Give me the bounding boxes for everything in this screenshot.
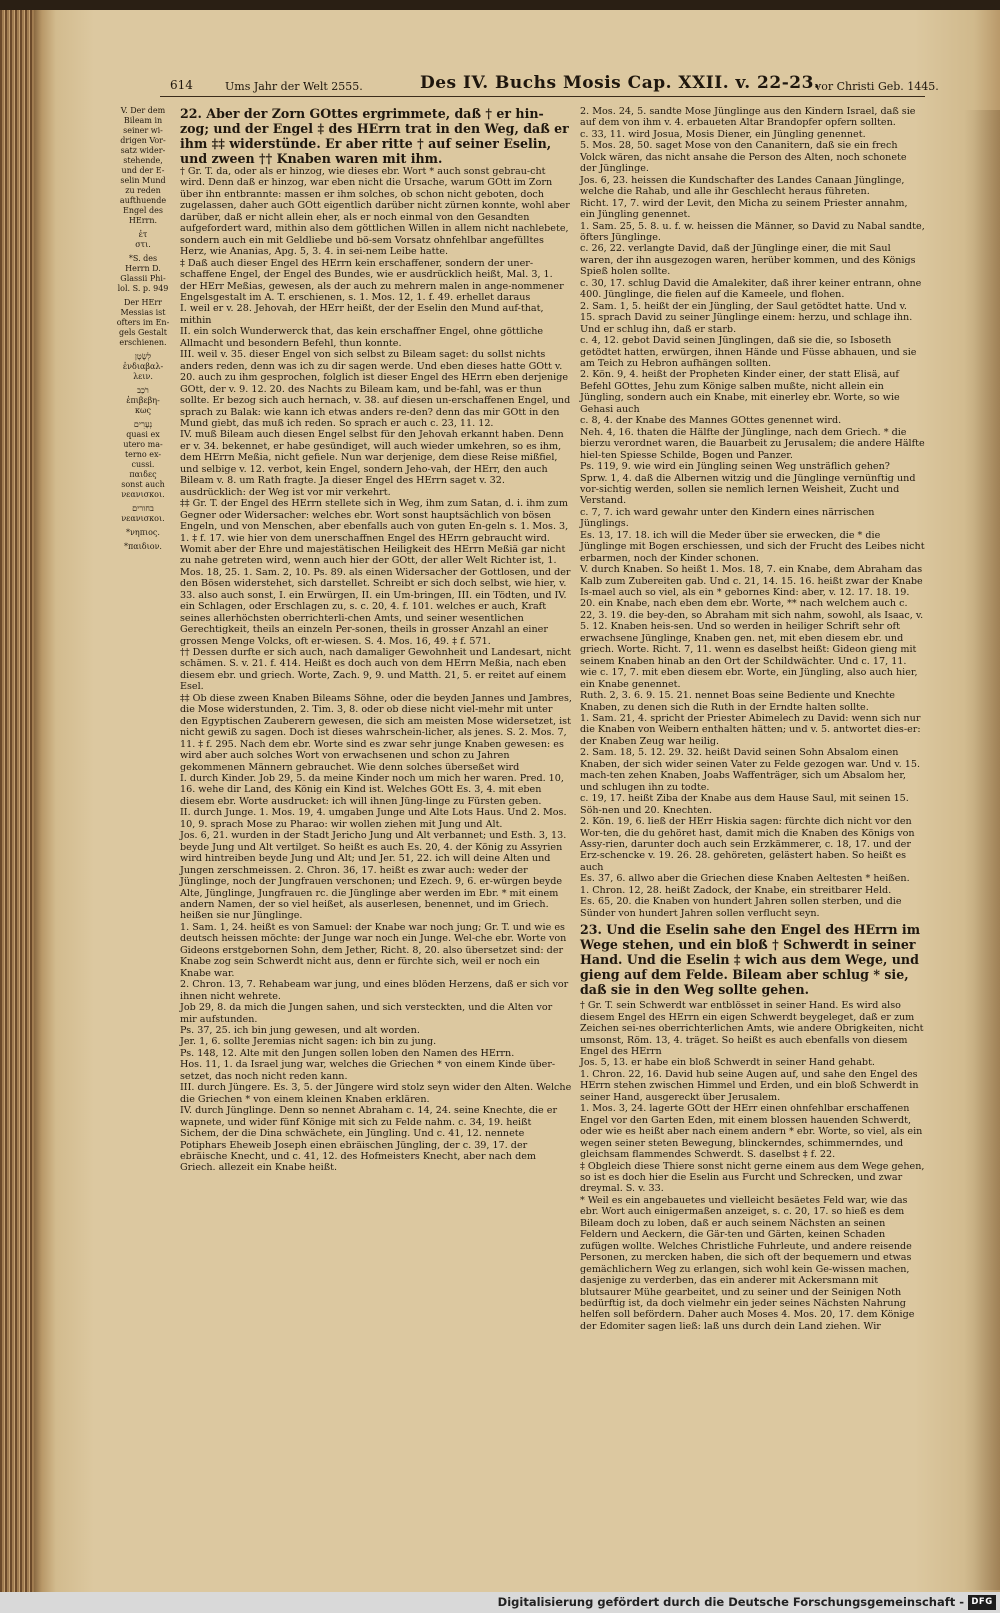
commentary-paragraph: III. weil v. 35. dieser Engel von sich selbst zu Bileam saget: du sollst nichts anders reden, denn was ich zu dir sagen werde. Und eben dieses hatte GOtt v. 20. auch zu ihm gesprochen, folglich ist dieser Engel des HErrn eben derjenige GOtt, der v. 9. 12. 20. des Nachts zu Bileam kam, und be-fahl, was er thun sollte. Er bezog sich auch hernach, v. 38. auf diesen un-erschaffenen Engel, und sprach zu Balak: wie kann ich etwas anders re-den? denn das mir GOtt in den Mund giebt, das muß ich reden. So sprach er auch c. 23, 11. 12. xyxy=(180,349,571,429)
commentary-paragraph: c. 4, 12. gebot David seinen Jünglingen, daß sie die, so Isboseth getödtet hatten, erwürgen, ihnen Hände und Füsse abhauen, und sie am Teich zu Hebron aufhängen sollten. xyxy=(580,335,917,369)
verse-22: 22. Aber der Zorn GOttes ergrimmete, daß † er hin-zog; und der Engel ‡ des HErrn trat in den Weg, daß er ihm ‡‡ widerstünde. Er aber ritte † auf seiner Eselin, und zween †† Knaben waren mit ihm. xyxy=(180,106,569,166)
commentary-paragraph: Ps. 37, 25. ich bin jung gewesen, und alt worden. xyxy=(180,1024,420,1036)
commentary-paragraph: Es. 13, 17. 18. ich will die Meder über sie erwecken, die * die Jünglinge mit Bogen erschiessen, und sich der Frucht des Leibes nicht erbarmen, noch der Kinder schonen. xyxy=(580,529,925,564)
running-head-title: Des IV. Buchs Mosis Cap. XXII. v. 22-23. xyxy=(420,73,821,93)
commentary-paragraph: c. 8, 4. der Knabe des Mannes GOttes genennet wird. xyxy=(580,415,842,427)
commentary-paragraph: 2. Chron. 13, 7. Rehabeam war jung, und eines blöden Herzens, daß er sich vor ihnen nicht wehrete. xyxy=(180,979,569,1002)
margin-note: *παιδιον. xyxy=(124,542,162,551)
header-rule xyxy=(160,96,925,97)
commentary-paragraph: * Weil es ein angebauetes und vielleicht besäetes Feld war, wie das ebr. Wort auch einigermaßen anzeiget, s. c. 20, 17. so hieß es dem Bileam doch zu loben, daß er auch seinem Nächsten an seinen Feldern und Aeckern, die Gär-ten und Gärten, keinen Schaden zufügen wollte. Welches Christliche Fuhrleute, und andere reisende Personen, zu mercken haben, die sich oft der bequemern und etwas gemächlichern Weg zu erlangen, sich wohl kein Ge-wissen machen, dasjenige zu verderben, das ein anderer mit Ackersmann mit blutsaurer Mühe gearbeitet, und zu seiner und der Seinigen Noth bedürftig ist, da doch vielmehr ein jeder seines Nächsten Nahrung helfen soll befördern. Daher auch Moses 4. Mos. 20, 17. dem Könige der Edomiter sagen ließ: laß uns durch dein Land ziehen. Wir xyxy=(580,1194,915,1332)
commentary-paragraph: 2. Mos. 24, 5. sandte Mose Jünglinge aus den Kindern Israel, daß sie auf dem von ihm v. 4. erbaueten Altar Brandopfer opfern sollten. xyxy=(580,106,916,129)
commentary-paragraph: Jos. 6, 21. wurden in der Stadt Jericho Jung und Alt verbannet; und Esth. 3, 13. beyde Jung und Alt vertilget. So heißt es auch Es. 20, 4. der König zu Assyrien wird hintreiben beyde Jung und Alt; und Jer. 51, 22. ich will deine Alten und Jungen zerschmeissen. 2. Chron. 36, 17. heißt es zwar auch: weder der Jünglinge, noch der Jungfrauen verschonen; und Ezech. 9, 6. er-würgen beyde Alte, Jünglinge, Jungfrauen rc. die Jünglinge aber werden im Ebr. * mit einem andern Namen, der so viel heißet, als auserlesen, benennet, und im Griech. heißen sie nur Jünglinge. xyxy=(180,830,567,922)
commentary-paragraph: 2. Kön. 19, 6. ließ der HErr Hiskia sagen: fürchte dich nicht vor den Wor-ten, die du gehöret hast, damit mich die Knaben des Königs von Assy-rien, darunter doch auch sein Erzkämmerer, c. 18, 17. und der Erz-schencke v. 19. 26. 28. gehöreten, gelästert haben. So heißt es auch xyxy=(580,816,915,873)
left-commentary xyxy=(180,166,572,1174)
right-commentary-verse-23 xyxy=(580,1000,925,1332)
margin-note: בחורים νεανισκοι. xyxy=(121,504,165,523)
margin-notes xyxy=(112,106,174,556)
commentary-paragraph: 1. Sam. 25, 5. 8. u. f. w. heissen die Männer, so David zu Nabal sandte, öfters Jünglinge. xyxy=(580,220,925,243)
commentary-paragraph: Richt. 17, 7. wird der Levit, den Micha zu seinem Priester annahm, ein Jüngling genennet. xyxy=(580,197,908,221)
commentary-paragraph: c. 19, 17. heißt Ziba der Knabe aus dem Hause Saul, mit seinen 15. Söh-nen und 20. Knechten. xyxy=(580,793,909,816)
commentary-paragraph: Job 29, 8. da mich die Jungen sahen, und sich versteckten, und die Alten vor mir aufstunden. xyxy=(180,1002,553,1025)
margin-note: לְשָׂטָן ἐνδιαβαλ- λειν. xyxy=(122,352,164,381)
footer-credit: Digitalisierung gefördert durch die Deutsche Forschungsgemeinschaft - xyxy=(497,1595,964,1609)
commentary-paragraph: Ruth. 2, 3. 6. 9. 15. 21. nennet Boas seine Bediente und Knechte Knaben, zu denen sich die Ruth in der Erndte halten sollte. xyxy=(580,690,895,713)
commentary-paragraph: Jos. 6, 23. heissen die Kundschafter des Landes Canaan Jünglinge, welche die Rahab, und alle ihr Geschlecht heraus führeten. xyxy=(580,174,905,198)
book-page-edges xyxy=(0,10,34,1592)
commentary-paragraph: Neh. 4, 16. thaten die Hälfte der Jünglinge, nach dem Griech. * die bierzu verordnet waren, die Bauarbeit zu Jerusalem; die andere Hälfte hiel-ten Spiesse Schilde, Bogen und Panzer. xyxy=(580,426,925,461)
right-column xyxy=(580,106,925,1332)
margin-note: נְעָרִים quasi ex utero ma- terno ex- cussi. παιδες sonst auch νεανισκοι. xyxy=(121,420,165,499)
commentary-paragraph: ‡ Obgleich diese Thiere sonst nicht gerne einem aus dem Wege gehen, so ist es doch hier die Eselin aus Furcht und Schrecken, und zwar dreymal. S. v. 33. xyxy=(580,1160,925,1195)
commentary-paragraph: c. 7, 7. ich ward gewahr unter den Kindern eines närrischen Jünglings. xyxy=(580,506,875,530)
running-head-chronology: vor Christi Geb. 1445. xyxy=(815,80,939,93)
commentary-paragraph: † Gr. T. da, oder als er hinzog, wie dieses ebr. Wort * auch sonst gebrau-cht wird. Denn daß er hinzog, war eben nicht die Ursache, warum GOtt im Zorn über ihn entbrannte: massen er ihm solches, ob schon nicht geboten, doch zugelassen, daher auch GOtt eigentlich darüber nicht zürnen konnte, wohl aber darüber, daß er nicht allein eher, als er noch einmal von den Gesandten aufgefordert ward, mithin also dem göttlichen Willen in allem nicht nachlebete, sondern auch ein mit Geldliebe und bö-sem Vorsatz ohnfehlbar angefülltes Herz, wie Ananias, Apg. 5, 3. 4. in sei-nem Leibe hatte. xyxy=(180,166,570,258)
commentary-paragraph: 1. Sam. 1, 24. heißt es von Samuel: der Knabe war noch jung; Gr. T. und wie es deutsch heissen möchte: der Junge war noch ein Junge. Wel-che ebr. Worte von Gideons erstgebornen Sohn, dem Jether, Richt. 8, 20. also übersetzet sind: der Knabe zog sein Schwerdt nicht aus, denn er fürchte sich, weil er noch ein Knabe war. xyxy=(180,921,567,979)
commentary-paragraph: 1. Mos. 3, 24. lagerte GOtt der HErr einen ohnfehlbar erschaffenen Engel vor den Garten Eden, mit einem blossen hauenden Schwerdt, oder wie es heißt aber nach einem andern * ebr. Worte, so viel, als ein wegen seiner steten Bewegung, blinckerndes, schimmerndes, und gleichsam flammendes Schwerdt. S. daselbst ‡ f. 22. xyxy=(580,1103,923,1161)
commentary-paragraph: ‡‡ Ob diese zween Knaben Bileams Söhne, oder die beyden Jannes und Jambres, die Mose widerstunden, 2. Tim. 3, 8. oder ob diese nicht viel-mehr mit unter den Egyptischen Zauberern gewesen, die sich am meisten Mose widersetzet, ist nicht gewiß zu sagen. Doch ist dieses wahrschein-licher, als jenes. S. 2. Mos. 7, 11. ‡ f. 295. Nach dem ebr. Worte sind es zwar sehr junge Knaben gewesen: es wird aber auch solches Wort von erwachsenen und schon zu Jahren gekommenen Männern gebrauchet. Wie denn solches überseßet wird xyxy=(180,692,572,773)
commentary-paragraph: III. durch Jüngere. Es. 3, 5. der Jüngere wird stolz seyn wider den Alten. Welche die Griechen * von einem kleinen Knaben erklären. xyxy=(180,1082,572,1105)
commentary-paragraph: IV. muß Bileam auch diesen Engel selbst für den Jehovah erkannt haben. Denn er v. 34. bekennet, er habe gesündiget, will auch wieder umkehren, so es ihm, dem HErrn Meßia, nicht gefiele. Nun war derjenige, dem diese Reise mißfiel, und selbige v. 12. verbot, kein Engel, sondern Jeho-vah, der HErr, den auch Bileam v. 8. um Rath fragte. Ja dieser Engel des HErrn saget v. 32. ausdrücklich: der Weg ist vor mir verkehrt. xyxy=(180,429,564,498)
margin-note: ἐτ στι. xyxy=(135,230,151,249)
commentary-paragraph: ‡ Daß auch dieser Engel des HErrn kein erschaffener, sondern der uner-schaffene Engel, der Engel des Bundes, wie er ausdrücklich heißt, Mal. 3, 1. der HErr Meßias, gewesen, als der auch zu mehrern malen in ange-nommener Engelsgestalt im A. T. erschienen, s. 1. Mos. 12, 1. f. 49. erhellet daraus xyxy=(180,257,564,303)
commentary-paragraph: II. durch Junge. 1. Mos. 19, 4. umgaben Junge und Alte Lots Haus. Und 2. Mos. 10, 9. sprach Mose zu Pharao: wir wollen ziehen mit Jung und Alt. xyxy=(180,807,567,830)
page-number: 614 xyxy=(170,78,193,92)
dfg-logo: DFG xyxy=(968,1595,996,1610)
margin-note: V. Der dem Bileam in seiner wi- drigen Vor- satz wider- stehende, und der E- selin Mund zu reden aufthuende Engel des HErrn. xyxy=(119,106,167,225)
commentary-paragraph: II. ein solch Wunderwerck that, das kein erschaffner Engel, ohne göttliche Allmacht und besondern Befehl, thun konnte. xyxy=(180,326,544,349)
commentary-paragraph: V. durch Knaben. So heißt 1. Mos. 18, 7. ein Knabe, dem Abraham das Kalb zum Zubereiten gab. Und c. 21, 14. 15. 16. heißt zwar der Knabe Is-mael auch so viel, als ein * gebornes Kind: aber, v. 12. 17. 18. 19. 20. ein Knabe, nach eben dem ebr. Worte, ** nach welchem auch c. 22, 3. 19. die bey-den, so Abraham mit sich nahm, sowohl, als Isaac, v. 5. 12. Knaben heis-sen. Und so werden in heiliger Schrift sehr oft erwachsene Jünglinge, Knaben gen. net, mit eben diesem ebr. und griech. Worte. Richt. 7, 11. wenn es daselbst heißt: Gideon gieng mit seinem Knaben hinab an den Ort der Schildwächter. Und c. 17, 11. wie c. 17, 7. mit eben diesem ebr. Worte, ein Jüngling, also auch hier, ein Knabe genennet. xyxy=(580,564,924,690)
commentary-paragraph: Hos. 11, 1. da Israel jung war, welches die Griechen * von einem Kinde über-setzet, das noch nicht reden kann. xyxy=(180,1059,556,1082)
commentary-paragraph: c. 30, 17. schlug David die Amalekiter, daß ihrer keiner entrann, ohne 400. Jünglinge, die fielen auf die Kameele, und flohen. xyxy=(580,277,922,301)
commentary-paragraph: †† Dessen durfte er sich auch, nach damaliger Gewohnheit und Landesart, nicht schämen. S. v. 21. f. 414. Heißt es doch auch von dem HErrn Meßia, nach eben diesem ebr. und griech. Worte, Zach. 9, 9. und Matth. 21, 5. er reitet auf einem Esel. xyxy=(180,647,572,693)
commentary-paragraph: c. 26, 22. verlangte David, daß der Jünglinge einer, die mit Saul waren, der ihn ausgezogen waren, herüber kommen, und des Königs Spieß holen sollte. xyxy=(580,243,916,278)
commentary-paragraph: 2. Kön. 9, 4. heißt der Propheten Kinder einer, der statt Elisä, auf Befehl GOttes, Jehu zum Könige salben mußte, nicht allein ein Jüngling, sondern auch ein Knabe, mit einerley ebr. Worte, so wie Gehasi auch xyxy=(580,369,900,415)
margin-note: *S. des Herrn D. Glassii Phi- lol. S. p. 949 xyxy=(117,254,169,293)
commentary-paragraph: Ps. 148, 12. Alte mit den Jungen sollen loben den Namen des HErrn. xyxy=(180,1047,515,1059)
commentary-paragraph: Jos. 5, 13. er habe ein bloß Schwerdt in seiner Hand gehabt. xyxy=(580,1057,875,1069)
commentary-paragraph: 2. Sam. 1, 5. heißt der ein Jüngling, der Saul getödtet hatte. Und v. 15. sprach David zu seiner Jünglinge einem: herzu, und schlage ihn. Und er schlug ihn, daß er starb. xyxy=(580,300,913,335)
digitization-footer xyxy=(0,1592,1000,1613)
commentary-paragraph: ‡‡ Gr. T. der Engel des HErrn stellete sich in Weg, ihm zum Satan, d. i. ihm zum Gegner oder Widersacher: welches ebr. Wort sonst hauptsächlich von bösen Engeln, und von Menschen, aber ebenfalls auch von guten En-geln s. 1. Mos. 3, 1. ‡ f. 17. wie hier von dem unerschaffnen Engel des HErrn gebraucht wird. Womit aber der Ehre und majestätischen Heiligkeit des HErrn Meßiä gar nicht zu nahe getreten wird, wenn auch hier der GOtt, der aller Welt Richter ist, 1. Mos. 18, 25. 1. Sam. 2, 10. Ps. 89. als einen Widersacher der Gottlosen, und der den Bösen widerstehet, sich darstellet. Schreibt er sich doch selbst, wie hier, v. 33. also auch sonst, I. ein Erwürgen, II. ein Um-bringen, III. ein Tödten, und IV. ein Schlagen, oder Erschlagen zu, s. c. 20, 4. f. 101. welches er auch, Kraft seines allerhöchsten oberrichterli-chen Amts, und seiner wesentlichen Gerechtigkeit, theils an einzeln Per-sonen, theils in grosser Anzahl an einer grossen Menge Volcks, oft er-wiesen. S. 4. Mos. 16, 49. ‡ f. 571. xyxy=(180,498,571,647)
commentary-paragraph: c. 33, 11. wird Josua, Mosis Diener, ein Jüngling genennet. xyxy=(580,128,866,140)
verse-23: 23. Und die Eselin sahe den Engel des HErrn im Wege stehen, und ein bloß † Schwerdt in seiner Hand. Und die Eselin ‡ wich aus dem Wege, und gieng auf dem Felde. Bileam aber schlug * sie, daß sie in den Weg sollte gehen. xyxy=(580,922,921,998)
right-commentary xyxy=(580,106,925,919)
margin-note: *νηπιος. xyxy=(126,528,160,537)
commentary-paragraph: I. durch Kinder. Job 29, 5. da meine Kinder noch um mich her waren. Pred. 10, 16. wehe dir Land, des König ein Kind ist. Welches GOtt Es. 3, 4. mit eben diesem ebr. Worte ausdrucket: ich will ihnen Jüng-linge zu Fürsten geben. xyxy=(180,773,564,807)
commentary-paragraph: Es. 65, 20. die Knaben von hundert Jahren sollen sterben, und die Sünder von hundert Jahren sollen verflucht seyn. xyxy=(580,896,902,919)
commentary-paragraph: † Gr. T. sein Schwerdt war entblösset in seiner Hand. Es wird also diesem Engel des HErrn ein eigen Schwerdt beygeleget, daß er zum Zeichen sei-nes oberrichterlichen Amts, wie andere Obrigkeiten, nicht umsonst, Röm. 13, 4. träget. So heißt es auch ebenfalls von diesem Engel des HErrn xyxy=(580,1000,924,1057)
commentary-paragraph: I. weil er v. 28. Jehovah, der HErr heißt, der der Eselin den Mund auf-that, mithin xyxy=(180,303,544,326)
commentary-paragraph: Ps. 119, 9. wie wird ein Jüngling seinen Weg unsträflich gehen? xyxy=(580,461,890,473)
margin-note: Der HErr Messias ist ofters im En- gels Gestalt erschienen. xyxy=(116,298,170,347)
running-head-year: Ums Jahr der Welt 2555. xyxy=(225,80,363,93)
commentary-paragraph: Es. 37, 6. allwo aber die Griechen diese Knaben Aeltesten * heißen. xyxy=(580,873,910,885)
commentary-paragraph: 1. Sam. 21, 4. spricht der Priester Abimelech zu David: wenn sich nur die Knaben von Weibern enthalten hätten; und v. 5. antwortet dies-er: der Knaben Zeug war heilig. xyxy=(580,713,921,747)
commentary-paragraph: 2. Sam. 18, 5. 12. 29. 32. heißt David seinen Sohn Absalom einen Knaben, der sich wider seinen Vater zu Felde gezogen war. Und v. 15. mach-ten zehen Knaben, Joabs Waffenträger, sich um Absalom her, und schlugen ihn zu todte. xyxy=(580,747,921,793)
commentary-paragraph: 5. Mos. 28, 50. saget Mose von den Cananitern, daß sie ein frech Volck wären, das nicht ansahe die Person des Alten, noch schonete der Jünglinge. xyxy=(580,140,907,175)
left-column xyxy=(180,106,572,1174)
commentary-paragraph: 1. Chron. 12, 28. heißt Zadock, der Knabe, ein streitbarer Held. xyxy=(580,884,892,896)
margin-note: רֹכֵב ἐπιβεβη- κως xyxy=(126,386,160,415)
commentary-paragraph: IV. durch Jünglinge. Denn so nennet Abraham c. 14, 24. seine Knechte, die er wapnete, und wider fünf Könige mit sich zu Felde nahm. c. 34, 19. heißt Sichem, der die Dina schwächete, ein Jüngling. Und c. 41, 12. nennete Potiphars Eheweib Joseph einen ebräischen Jüngling, der c. 39, 17. der ebräische Knecht, und c. 41, 12. des Hofmeisters Knecht, aber nach dem Griech. allezeit ein Knabe heißt. xyxy=(180,1105,558,1174)
commentary-paragraph: Sprw. 1, 4. daß die Albernen witzig und die Jünglinge vernünftig und vor-sichtig werden, sollen sie nemlich lernen Weisheit, Zucht und Verstand. xyxy=(580,472,916,507)
page-gutter-shadow xyxy=(964,110,1000,1590)
commentary-paragraph: 1. Chron. 22, 16. David hub seine Augen auf, und sahe den Engel des HErrn stehen zwischen Himmel und Erden, und ein bloß Schwerdt in seiner Hand, ausgereckt über Jerusalem. xyxy=(580,1068,919,1103)
commentary-paragraph: Jer. 1, 6. sollte Jeremias nicht sagen: ich bin zu jung. xyxy=(180,1036,437,1048)
